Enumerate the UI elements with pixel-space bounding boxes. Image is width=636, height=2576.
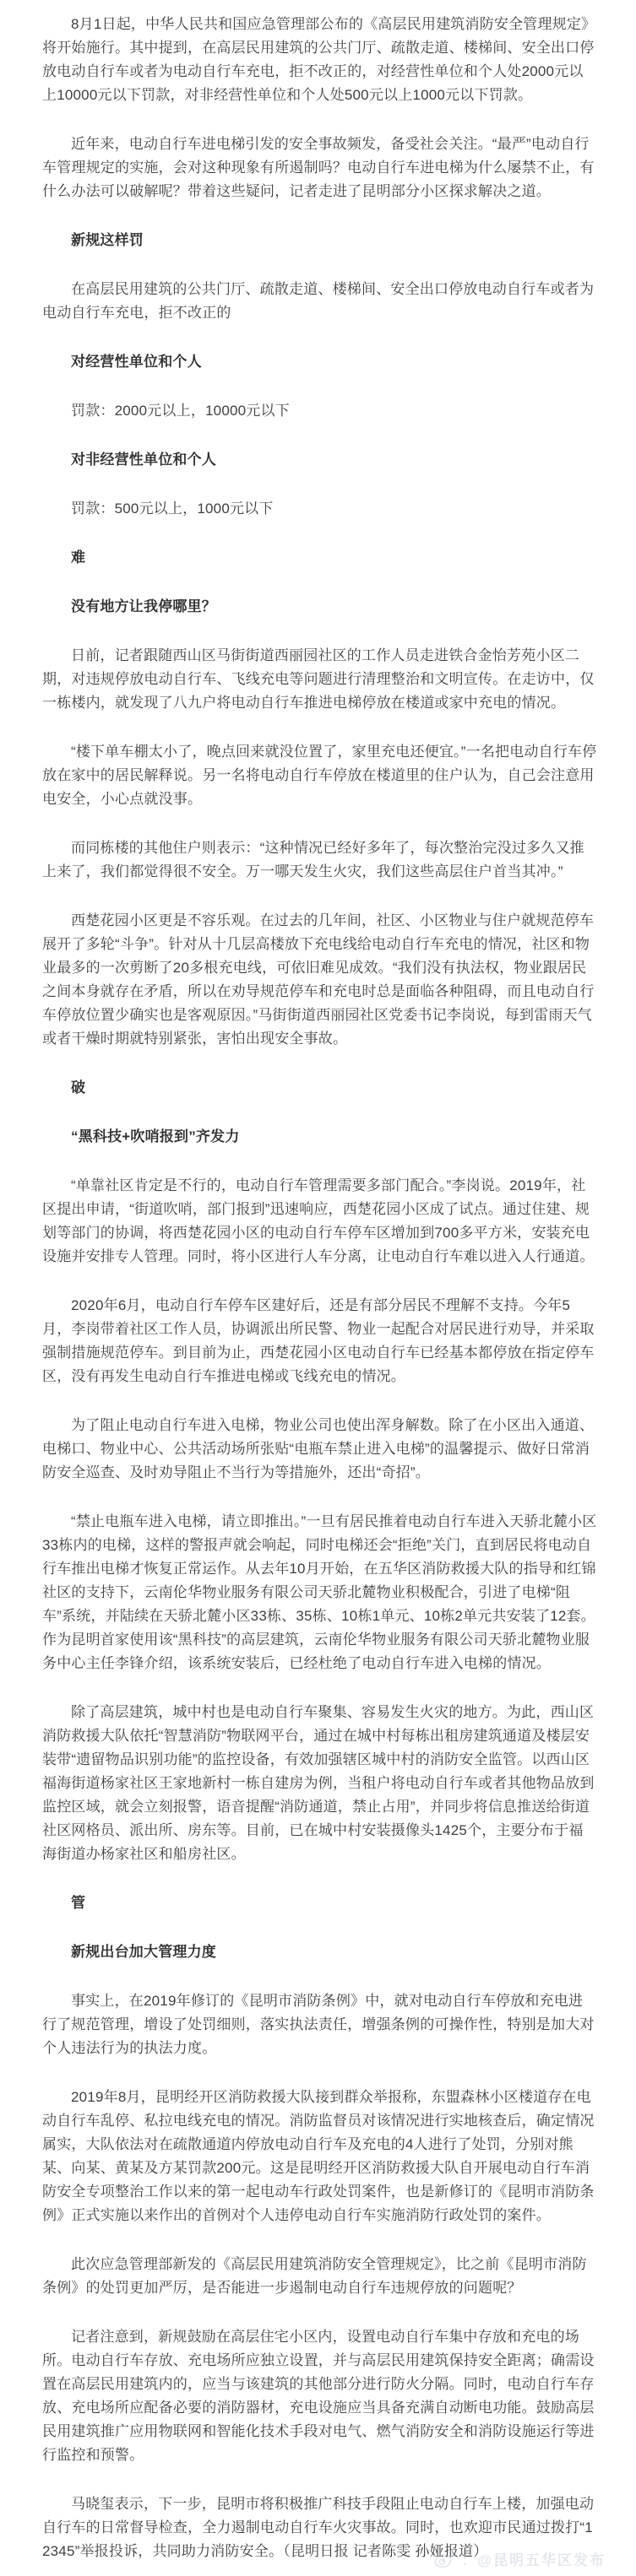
section-heading: 新规出台加大管理力度 (71, 1944, 216, 1960)
weibo-eye-icon (433, 2549, 457, 2569)
article-paragraph: 日前，记者跟随西山区马街街道西丽园社区的工作人员走进铁合金怡芳苑小区二期，对违规停放电动自行车、飞线充电等问题进行清理整治和文明宣传。在走访中，仅一栋楼内，就发现了八九户将电动自行车推进电梯停放在楼道或家中充电的情况。 (42, 647, 595, 711)
section-heading: 新规这样罚 (71, 232, 144, 248)
article-paragraph: 此次应急管理部新发的《高层民用建筑消防安全管理规定》，比之前《昆明市消防条例》的处罚更加严厉，是否能进一步遏制电动自行车违规停放的问题呢？ (42, 2256, 587, 2296)
watermark-text: ：@昆明五华区发布 (461, 2552, 606, 2568)
article-paragraph: 事实上，在2019年修订的《昆明市消防条例》中，就对电动自行车停放和充电进行了规范管理，增设了处罚细则，落实执法责任，增强条例的可操作性，特别是加大对个人违法行为的执法力度。 (42, 1993, 595, 2056)
article-paragraph: 2019年8月，昆明经开区消防救援大队接到群众举报称，东盟森林小区楼道存在电动自行车乱停、私拉电线充电的情况。消防监督员对该情况进行实地核查后，确定情况属实，大队依法对在疏散通道内停放电动自行车及充电的4人进行了处罚，分别对熊某、向某、黄某及方某罚款200元。这是昆明经开区消防救援大队自开展电动自行车消防安全专项整治工作以来的第一起电动车行政处罚案件，也是新修订的《昆明市消防条例》正式实施以来作出的首例对个人违停电动自行车实施消防行政处罚的案件。 (42, 2089, 595, 2223)
article-paragraph: 罚款：2000元以上，10000元以下 (71, 403, 290, 419)
section-heading: “黑科技+吹哨报到”齐发力 (71, 1128, 240, 1145)
article-paragraph: 罚款：500元以上，1000元以下 (71, 501, 274, 517)
section-heading: 对经营性单位和个人 (71, 354, 202, 370)
article-paragraph: “楼下单车棚太小了，晚点回来就没位置了，家里充电还便宜。”一名把电动自行车停放在家中的居民解释说。另一名将电动自行车停放在楼道里的住户认为，自己会注意用电安全，小心点就没事。 (42, 744, 597, 807)
article-paragraph: 而同栋楼的其他住户则表示：“这种情况已经好多年了，每次整治完没过多久又推上来了，我们都觉得很不安全。万一哪天发生火灾，我们这些高层住户首当其冲。” (42, 840, 584, 879)
article-paragraph: 在高层民用建筑的公共门厅、疏散走道、楼梯间、安全出口停放电动自行车或者为电动自行车充电，拒不改正的 (42, 281, 595, 321)
section-heading: 破 (71, 1080, 86, 1096)
weibo-watermark (433, 2548, 606, 2569)
article-paragraph: 记者注意到，新规鼓励在高层住宅小区内，设置电动自行车集中存放和充电的场所。电动自行车存放、充电场所应独立设置，并与高层民用建筑保持安全距离；确需设置在高层民用建筑内的，应当与该建筑的其他部分进行防火分隔。同时，电动自行车存放、充电场所应配备必要的消防器材，充电设施应当具备充满自动断电功能。鼓励高层民用建筑推广应用物联网和智能化技术手段对电气、燃气消防安全和消防设施运行等进行监控和预警。 (42, 2329, 595, 2463)
section-heading: 管 (71, 1895, 86, 1911)
article-paragraph: 西楚花园小区更是不容乐观。在过去的几年间，社区、小区物业与住户就规范停车展开了多轮“斗争”。针对从十几层高楼放下充电线给电动自行车充电的情况，社区和物业最多的一次剪断了20多根充电线，可依旧难见成效。“我们没有执法权，物业跟居民之间本身就存在矛盾，所以在劝导规范停车和充电时总是面临各种阻碍，而且电动自行车停放位置少确实也是客观原因。”马街街道西丽园社区党委书记李岗说，每到雷雨天气或者干燥时期就特别紧张，害怕出现安全事故。 (42, 912, 595, 1047)
section-heading: 没有地方让我停哪里？ (71, 598, 216, 614)
article-paragraph: 8月1日起，中华人民共和国应急管理部公布的《高层民用建筑消防安全管理规定》将开始施行。其中提到，在高层民用建筑的公共门厅、疏散走道、楼梯间、安全出口停放电动自行车或者为电动自行车充电，拒不改正的，对经营性单位和个人处2000元以上10000元以下罚款，对非经营性单位和个人处500元以上1000元以下罚款。 (42, 16, 596, 103)
article-paragraph: “禁止电瓶车进入电梯，请立即推出。”一旦有居民推着电动自行车进入天骄北麓小区33栋内的电梯，这样的警报声就会响起，同时电梯还会“拒绝”关门，直到居民将电动自行车推出电梯才恢复正常运作。从去年10月开始，在五华区消防救援大队的指导和红锦社区的支持下，云南伦华物业服务有限公司天骄北麓物业积极配合，引进了电梯“阻车”系统，并陆续在天骄北麓小区33栋、35栋、10栋1单元、10栋2单元共安装了12套。作为昆明首家使用该“黑科技”的高层建筑，云南伦华物业服务有限公司天骄北麓物业服务中心主任李锋介绍，该系统安装后，已经杜绝了电动自行车进入电梯的情况。 (42, 1513, 597, 1671)
article-paragraph: 近年来，电动自行车进电梯引发的安全事故频发，备受社会关注。“最严”电动自行车管理规定的实施，会对这种现象有所遏制吗？电动自行车进电梯为什么屡禁不止，有什么办法可以破解呢？带着这些疑问，记者走进了昆明部分小区探求解决之道。 (42, 136, 595, 199)
article-paragraph: 马晓玺表示，下一步，昆明市将积极推广科技手段阻止电动自行车上楼，加强电动自行车的日常督导检查，全力遏制电动自行车火灾事故。同时，也欢迎市民通过拨打“12345”举报投诉，共同助力消防安全。（昆明日报 记者陈雯 孙娅报道） (42, 2496, 595, 2559)
section-heading: 难 (71, 549, 86, 566)
article-paragraph: 除了高层建筑，城中村也是电动自行车聚集、容易发生火灾的地方。为此，西山区消防救援大队依托“智慧消防”物联网平台，通过在城中村每栋出租房建筑通道及楼层安装带“遗留物品识别功能”的监控设备，有效加强辖区城中村的消防安全监管。以西山区福海街道杨家社区王家地新村一栋自建房为例，当租户将电动自行车或者其他物品放到监控区域，就会立刻报警，语音提醒“消防通道，禁止占用”，并同步将信息推送给街道社区网格员、派出所、房东等。目前，已在城中村安装摄像头1425个，主要分布于福海街道办杨家社区和船房社区。 (42, 1704, 595, 1862)
article-paragraph: 2020年6月，电动自行车停车区建好后，还是有部分居民不理解不支持。今年5月，李岗带着社区工作人员，协调派出所民警、物业一起配合对居民进行劝导，并采取强制措施规范停车。到目前为止，西楚花园小区电动自行车已经基本都停放在指定停车区，没有再发生电动自行车推进电梯或飞线充电的情况。 (42, 1297, 595, 1384)
article-paragraph: 为了阻止电动自行车进入电梯，物业公司也使出浑身解数。除了在小区出入通道、电梯口、物业中心、公共活动场所张贴“电瓶车禁止进入电梯”的温馨提示、做好日常消防安全巡查、及时劝导阻止不当行为等措施外，还出“奇招”。 (42, 1417, 595, 1480)
article-paragraph: “单靠社区肯定是不行的，电动自行车管理需要多部门配合。”李岗说。2019年，社区提出申请，“街道吹哨，部门报到”迅速响应，西楚花园小区成了试点。通过住建、规划等部门的协调，将西楚花园小区的电动自行车停车区增加到700多平方米，安装充电设施并安排专人管理。同时，将小区进行人车分离，让电动自行车难以进入人行通道。 (42, 1177, 595, 1264)
section-heading: 对非经营性单位和个人 (71, 452, 216, 468)
